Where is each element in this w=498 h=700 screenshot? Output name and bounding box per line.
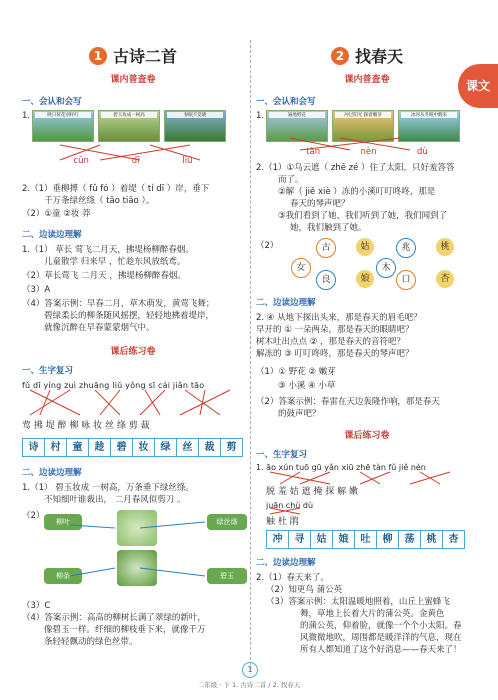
character-circle: 娘 [356, 270, 374, 288]
grid-cell: 荡 [399, 531, 421, 548]
text-line: （2） [22, 511, 45, 521]
text-line: 就像沉醉在早春蒙蒙烟气中。 [44, 323, 155, 333]
character-grid [266, 530, 465, 549]
grid-cell: 丝 [177, 439, 199, 456]
text-line: 不知细叶谁裁出， 二月春风似剪刀 。 [44, 495, 186, 505]
radical-circle: 口 [396, 270, 416, 290]
text-line: 条轻轻飘动的绿色丝带。 [44, 637, 138, 647]
right-column [256, 0, 478, 700]
page-number: 1 [242, 662, 258, 678]
pinyin-label: dù [416, 147, 428, 157]
picture-embankment [98, 110, 160, 142]
radical-circle: 木 [376, 258, 396, 278]
lesson-title-text: 古诗二首 [112, 47, 177, 66]
text-line: 她，我们触到了她。 [290, 223, 367, 233]
picture-row [266, 110, 460, 142]
section-heading: 一、生字复习 [256, 450, 308, 460]
character-line: 脱 羞 姑 遮 掩 探 解 嫩 [266, 487, 359, 497]
radical-circle: 古 [316, 238, 336, 258]
text-line: 树木吐出点点 ② ，那是春天的音符吧？ [256, 337, 406, 347]
lesson-title-left [22, 44, 244, 67]
grid-cell: 剪 [226, 442, 237, 453]
text-line: 2.（1）①乌云遮（ zhē zé ）住了太阳，只好羞答答 [256, 163, 455, 173]
picture-village [32, 110, 94, 142]
grid-cell: 杏 [448, 534, 459, 545]
text-line: （4）答案示例：高高的柳树长满了翠绿的新叶， [22, 613, 206, 623]
grid-cell: 童 [67, 439, 89, 456]
picture-caption: 春眠不觉晓 [167, 112, 223, 118]
grid-cell: 寻 [289, 531, 311, 548]
picture-river [398, 110, 460, 142]
text-line: （3）A [22, 285, 51, 295]
text-line: 舞，草地上长着大片的蒲公英。金黄色 [300, 609, 445, 619]
text-line: （1）① 野花 ② 嫩芽 [256, 367, 336, 377]
text-line: ②解（ jiě xiè ）冻的小溪叮叮咚咚，那是 [278, 187, 436, 197]
text-line: （2） [256, 241, 279, 251]
pinyin-match-row [256, 146, 478, 158]
text-line: 2.（1）春天来了。 [256, 573, 330, 583]
section-subtitle: 课内普查卷 [344, 75, 390, 85]
picture-caption: 遍地野花 [269, 112, 325, 118]
section-heading: 二、边读边理解 [22, 468, 82, 478]
text-line: 像碧玉一样。纤细的柳枝垂下来，就像千万 [44, 625, 206, 635]
leaf-label-box: 柳叶 [44, 514, 82, 530]
text-line: （4）答案示例：早春二月，草木萌发，黄莺飞舞； [22, 299, 215, 309]
radical-circle: 女 [291, 258, 311, 278]
picture-caption: 碧玉妆成一树高 [101, 112, 157, 118]
lesson-number-badge: 1 [89, 47, 107, 65]
text-line: ③ 小溪 ④ 小草 [278, 381, 336, 391]
section-subtitle: 课后练习卷 [344, 431, 390, 441]
text-line: 春天的琴声吧？ [290, 199, 350, 209]
text-line: ③我们看到了她，我们听到了她，我们闻到了 [278, 211, 448, 221]
picture-row [32, 110, 226, 142]
text-line: （2）草长莺飞 二月天 ，拂堤杨柳醉春烟。 [22, 271, 186, 281]
grid-cell: 姑 [311, 531, 333, 548]
character-circle: 桃 [436, 238, 454, 256]
text-line: （3）答案示例：太阳温暖地照着，山丘上蜜蜂飞 [266, 597, 450, 607]
pinyin-label: tàn [306, 147, 321, 157]
leaf-label-box: 柳条 [44, 568, 82, 584]
question-number: 1. [256, 111, 265, 121]
radical-circle: 良 [316, 270, 336, 290]
text-line: （2）知更鸟 蒲公英 [266, 585, 343, 595]
section-subtitle: 课内普查卷 [110, 75, 156, 85]
section-heading: 一、会认和会写 [22, 97, 82, 107]
jade-image [117, 550, 157, 586]
text-line: 1.（1） 草长 莺飞二月天，拂堤杨柳醉春烟。 [22, 245, 194, 255]
section-subtitle: 课后练习卷 [110, 347, 156, 357]
character-line: 触 杜 鹃 [266, 517, 299, 527]
text-line: 所有人都知道了这个好消息——春天来了！ [300, 645, 462, 655]
text-line: 解冻的 ③ 叮叮咚咚，那是春天的琴声吧？ [256, 349, 414, 359]
left-column [22, 0, 244, 700]
radical-circle: 兆 [396, 238, 416, 258]
text-line: （2）答案示例：春雷在天边轰隆作响，那是春天 [256, 397, 440, 407]
text-line: 风微微地吹，周围都是暖洋洋的气息，现在 [300, 633, 462, 643]
lesson-title-right [256, 44, 478, 67]
page-footer: 二年级 · 下 1. 古诗二首 / 2. 找春天 [197, 681, 301, 689]
leaf-label-box: 绿丝绦 [207, 514, 247, 530]
grid-cell: 桃 [421, 531, 443, 548]
section-heading: 一、会认和会写 [256, 97, 316, 107]
question-number: 1. [22, 111, 31, 121]
text-line: 的鼓声吧？ [278, 409, 321, 419]
grid-cell: 村 [45, 439, 67, 456]
text-line: 早开的 ① 一朵两朵，那是春天的眼睛吧？ [256, 325, 414, 335]
text-line: 而了。 [278, 175, 304, 185]
character-circle: 杏 [436, 270, 454, 288]
pinyin-line: fǔ dī yíng zuì zhuāng liǔ yǒng sī cái jiǎn tāo [22, 381, 205, 390]
pinyin-line: juān chù dù [266, 501, 314, 510]
text-line: 碧绿柔长的柳条随风摇摆，轻轻地拂着堤岸， [44, 311, 215, 321]
grid-cell: 绿 [155, 439, 177, 456]
character-circle: 姑 [356, 238, 374, 256]
lesson-title-text: 找春天 [354, 47, 403, 66]
character-line: 莺 拂 堤 醉 柳 咏 妆 丝 绦 剪 裁 [22, 421, 150, 431]
text-line: 2. ④ 从地下探出头来，那是春天的眉毛吧？ [256, 313, 422, 323]
grid-cell: 柳 [377, 531, 399, 548]
picture-caption: 冲过阳光 踩着嫩芽 [335, 112, 391, 118]
grid-cell: 冲 [267, 531, 289, 548]
grid-cell: 裁 [199, 439, 221, 456]
picture-caption: 映日荷花别样红 [35, 112, 91, 118]
pinyin-label: nèn [360, 147, 377, 157]
picture-flowers [266, 110, 328, 142]
lesson-tab[interactable]: 课文 [458, 64, 498, 108]
text-line: 儿童散学 归来早 ，忙趁东风放纸鸢。 [44, 257, 186, 267]
pinyin-label: liǔ [182, 156, 193, 166]
character-grid [22, 438, 243, 457]
grid-cell: 吐 [355, 531, 377, 548]
picture-willow [164, 110, 226, 142]
grid-cell: 娘 [333, 531, 355, 548]
pinyin-label: dī [131, 156, 140, 166]
text-line: 千万条绿丝绦（ tāo tiāo ）。 [44, 196, 155, 206]
grid-cell: 碧 [111, 439, 133, 456]
picture-buds [332, 110, 394, 142]
section-heading: 二、边读边理解 [256, 298, 316, 308]
text-line: 2.（1）垂柳搏（ fǔ fó ）着堤（ tí dī ）岸，垂下 [22, 184, 210, 194]
column-divider [250, 40, 251, 670]
section-heading: 一、生字复习 [22, 366, 74, 376]
grid-cell: 趁 [89, 439, 111, 456]
leaf-label-box: 碧玉 [207, 568, 247, 584]
pinyin-match-row [22, 155, 244, 167]
text-line: （3）C [22, 601, 51, 611]
picture-caption: 冰河从冬眠中醒来 [401, 112, 457, 118]
willow-leaf-image [117, 510, 157, 546]
text-line: 的蒲公英，仰着脸，就像一个个小太阳。春 [300, 621, 462, 631]
text-line: 1.（1） 碧玉妆成 一树高，万条垂下绿丝绦。 [22, 483, 194, 493]
pinyin-line: 1. āo xún tuō gū yǎn xiū zhē tàn fǔ jiě nèn [256, 463, 426, 472]
grid-cell: 妆 [133, 439, 155, 456]
grid-cell: 诗 [23, 439, 45, 456]
pinyin-label: cūn [73, 156, 89, 166]
section-heading: 二、边读边理解 [256, 558, 316, 568]
lesson-number-badge: 2 [331, 47, 349, 65]
text-line: （2）①童 ②妆 莽 [22, 209, 91, 219]
section-heading: 二、边读边理解 [22, 230, 82, 240]
